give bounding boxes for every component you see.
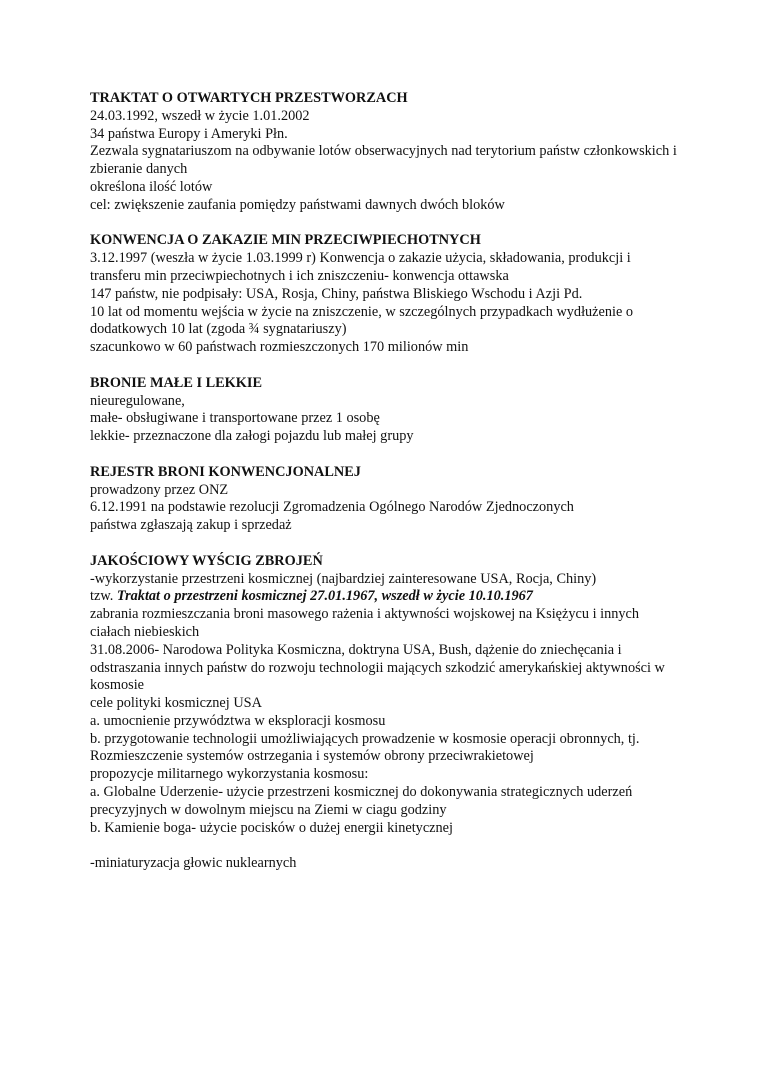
section-arms-race — [90, 553, 680, 873]
section-heading: REJESTR BRONI KONWENCJONALNEJ — [90, 463, 361, 480]
text-line: 31.08.2006- Narodowa Polityka Kosmiczna, doktryna USA, Bush, dążenie do zniechęcania i odstraszania innych państw do rozwoju technologii mających szkodzić amerykańskiej aktywności w kosmosie — [90, 641, 665, 694]
text-line: cele polityki kosmicznej USA — [90, 695, 262, 712]
text-line: propozycje militarnego wykorzystania kosmosu: — [90, 766, 369, 783]
text-line: 3.12.1997 (weszła w życie 1.03.1999 r) Konwencja o zakazie użycia, składowania, produkcji i transferu min przeciwpiechotnych i ich zniszczeniu- konwencja ottawska — [90, 250, 631, 284]
text-line: -wykorzystanie przestrzeni kosmicznej (najbardziej zainteresowane USA, Rocja, Chiny) — [90, 570, 597, 587]
text-line: nieuregulowane, — [90, 392, 185, 409]
text-line: małe- obsługiwane i transportowane przez 1 osobę — [90, 410, 380, 427]
text-line: lekkie- przeznaczone dla załogi pojazdu lub małej grupy — [90, 428, 414, 445]
section-open-skies — [90, 90, 680, 215]
text-line: 34 państwa Europy i Ameryki Płn. — [90, 125, 288, 142]
section-heading: TRAKTAT O OTWARTYCH PRZESTWORZACH — [90, 90, 408, 106]
text-line: -miniaturyzacja głowic nuklearnych — [90, 855, 297, 872]
section-heading: BRONIE MAŁE I LEKKIE — [90, 374, 262, 391]
text-line: 10 lat od momentu wejścia w życie na zniszczenie, w szczególnych przypadkach wydłużenie o dodatkowych 10 lat (zgoda ¾ sygnatariuszy) — [90, 303, 634, 338]
text-line: Zezwala sygnatariuszom na odbywanie lotów obserwacyjnych nad terytorium państw członkowskich i zbieranie danych — [90, 143, 677, 178]
text-line: określona ilość lotów — [90, 178, 213, 195]
text-line: państwa zgłaszają zakup i sprzedaż — [90, 517, 292, 534]
text-line: a. Globalne Uderzenie- użycie przestrzeni kosmicznej do dokonywania strategicznych uderzeń precyzyjnych w dowolnym miejscu na Ziemi w ciagu godziny — [90, 784, 633, 818]
text-line: b. przygotowanie technologii umożliwiających prowadzenie w kosmosie operacji obronnych, tj. Rozmieszczenie systemów ostrzegania i systemów obrony przeciwrakietowej — [90, 730, 640, 765]
text-line: 24.03.1992, wszedł w życie 1.01.2002 — [90, 107, 310, 124]
treaty-prefix: tzw. — [90, 588, 117, 605]
section-heading: KONWENCJA O ZAKAZIE MIN PRZECIWPIECHOTNYCH — [90, 232, 481, 249]
text-line: 147 państw, nie podpisały: USA, Rosja, Chiny, państwa Bliskiego Wschodu i Azji Pd. — [90, 285, 583, 302]
text-line: 6.12.1991 na podstawie rezolucji Zgromadzenia Ogólnego Narodów Zjednoczonych — [90, 499, 574, 516]
document-body — [90, 90, 680, 891]
treaty-title: Traktat o przestrzeni kosmicznej 27.01.1967, wszedł w życie 10.10.1967 — [116, 588, 533, 605]
treaty-line — [90, 588, 680, 606]
section-mine-ban — [90, 232, 680, 357]
text-line: prowadzony przez ONZ — [90, 481, 229, 498]
section-small-arms — [90, 375, 680, 446]
text-line: b. Kamienie boga- użycie pocisków o dużej energii kinetycznej — [90, 819, 453, 836]
section-heading: JAKOŚCIOWY WYŚCIG ZBROJEŃ — [90, 552, 323, 569]
text-line: cel: zwiększenie zaufania pomiędzy państwami dawnych dwóch bloków — [90, 196, 505, 213]
section-arms-register — [90, 464, 680, 535]
text-line: a. umocnienie przywództwa w eksploracji kosmosu — [90, 712, 386, 729]
text-line: szacunkowo w 60 państwach rozmieszczonych 170 milionów min — [90, 339, 469, 356]
blank-line — [90, 837, 680, 855]
text-line: zabrania rozmieszczania broni masowego rażenia i aktywności wojskowej na Księżycu i innych ciałach niebieskich — [90, 606, 640, 640]
